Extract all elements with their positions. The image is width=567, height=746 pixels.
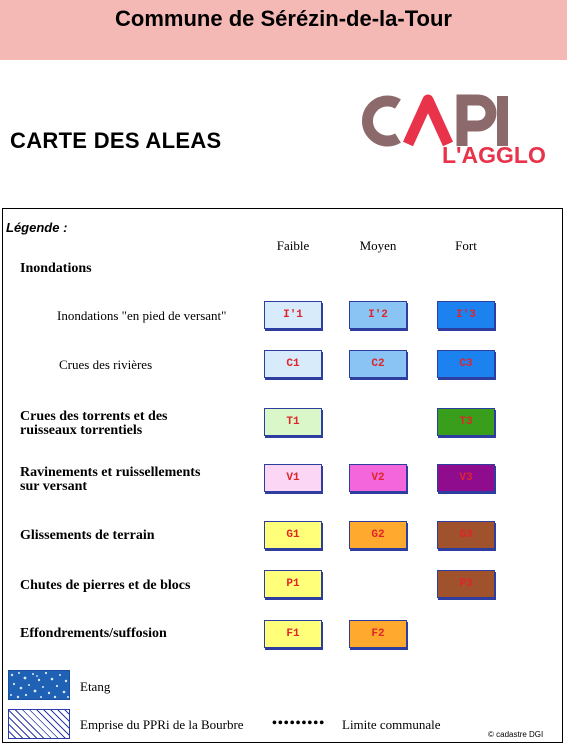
code-I3: I'3	[437, 301, 495, 329]
code-V1: V1	[264, 464, 322, 492]
category-torrents-line1: Crues des torrents et des	[20, 409, 168, 424]
limite-label: Limite communale	[342, 717, 441, 732]
category-ravinements-line2: sur versant	[20, 479, 88, 494]
code-C2: C2	[349, 350, 407, 378]
category-ravinements-line1: Ravinements et ruissellements	[20, 465, 201, 480]
subcategory-crues-rivieres: Crues des rivières	[59, 357, 153, 372]
legend-title: Légende :	[6, 220, 68, 235]
code-T3: T3	[437, 408, 495, 436]
category-chutes: Chutes de pierres et de blocs	[20, 578, 191, 593]
category-effondrements: Effondrements/suffosion	[20, 626, 167, 641]
category-torrents-line2: ruisseaux torrentiels	[20, 423, 143, 438]
code-F2: F2	[349, 620, 407, 648]
ppri-hatch-icon	[8, 709, 70, 739]
limite-dotted-line-icon: •••••••••	[272, 716, 326, 731]
column-moyen: Moyen	[359, 238, 397, 253]
credit-text: © cadastre DGI	[488, 730, 544, 739]
code-C3: C3	[437, 350, 495, 378]
code-G2: G2	[349, 521, 407, 549]
code-P3: P3	[437, 570, 495, 598]
code-I2: I'2	[349, 301, 407, 329]
category-glissements: Glissements de terrain	[20, 528, 155, 543]
code-C1: C1	[264, 350, 322, 378]
map-title: CARTE DES ALEAS	[10, 128, 222, 153]
code-F1: F1	[264, 620, 322, 648]
column-faible: Faible	[276, 238, 310, 253]
code-I1: I'1	[264, 301, 322, 329]
code-V2: V2	[349, 464, 407, 492]
commune-title: Commune de Sérézin-de-la-Tour	[115, 6, 452, 31]
code-P1: P1	[264, 570, 322, 598]
code-G1: G1	[264, 521, 322, 549]
code-T1: T1	[264, 408, 322, 436]
code-G3: G3	[437, 521, 495, 549]
column-fort: Fort	[455, 238, 477, 253]
category-inondations: Inondations	[20, 261, 92, 276]
subcategory-pied-versant: Inondations "en pied de versant"	[57, 308, 227, 323]
category-ravinements	[20, 466, 200, 494]
category-torrents	[20, 410, 168, 438]
etang-swatch-icon	[8, 670, 70, 700]
header-banner	[0, 0, 567, 60]
emprise-label: Emprise du PPRi de la Bourbre	[80, 717, 244, 732]
etang-label: Etang	[80, 679, 111, 694]
logo-sub-text: L'AGGLO	[442, 142, 546, 168]
capi-logo	[358, 94, 553, 174]
code-V3: V3	[437, 464, 495, 492]
